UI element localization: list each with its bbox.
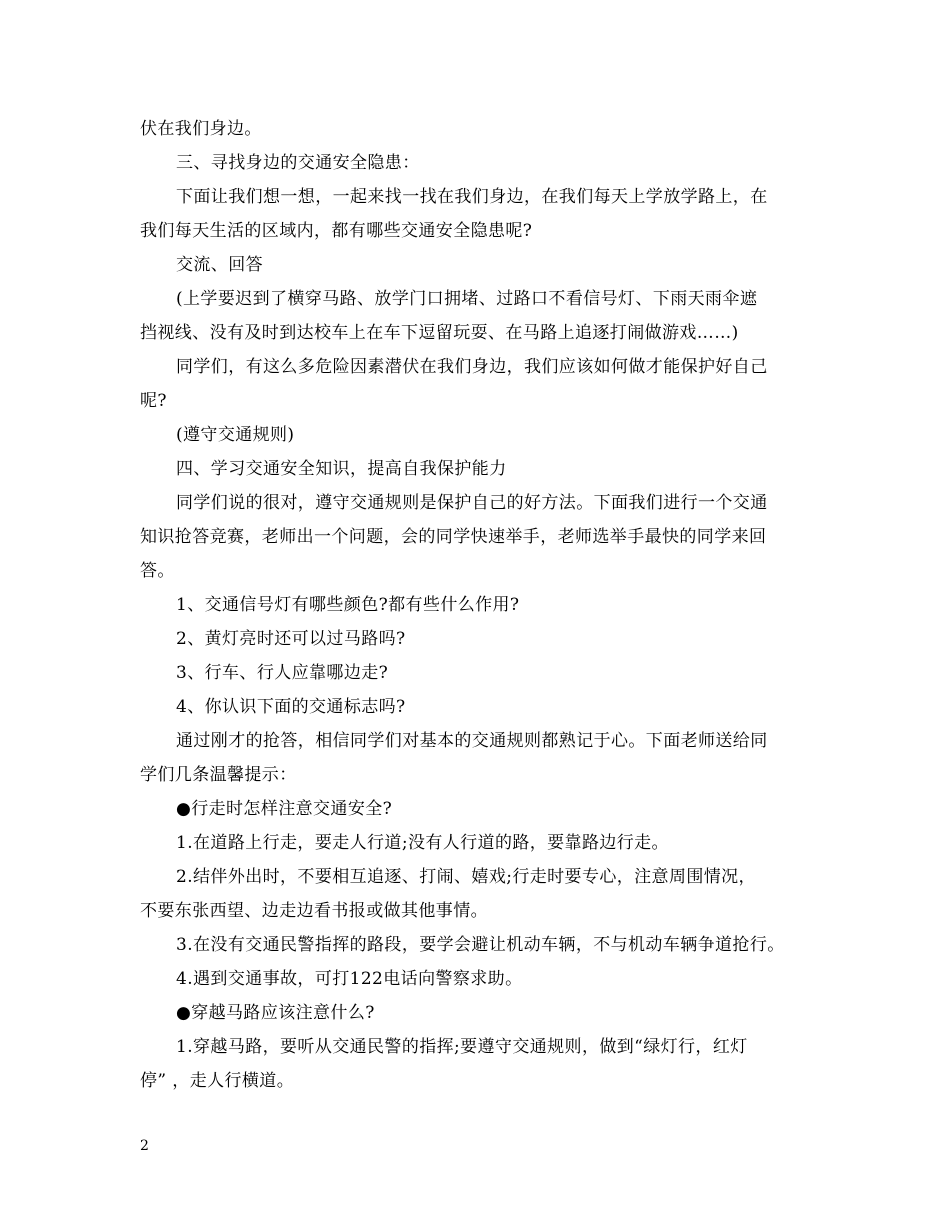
text-line: 挡视线、没有及时到达校车上在车下逗留玩耍、在马路上追逐打闹做游戏……) — [140, 323, 739, 343]
section-heading-3: 三、寻找身边的交通安全隐患： — [176, 153, 420, 173]
page-number: 2 — [140, 1138, 149, 1154]
tip-item: 4.遇到交通事故，可打122电话向警察求助。 — [176, 969, 523, 989]
text-line: 交流、回答 — [176, 255, 263, 275]
text-line: 不要东张西望、边走边看书报或做其他事情。 — [140, 901, 488, 921]
tip-item: 1.在道路上行走，要走人行道;没有人行道的路，要靠路边行走。 — [176, 833, 669, 853]
text-line: (遵守交通规则) — [176, 425, 295, 445]
text-line: 呢? — [140, 391, 167, 411]
text-line: (上学要迟到了横穿马路、放学门口拥堵、过路口不看信号灯、下雨天雨伞遮 — [176, 289, 758, 309]
tip-item: 2.结伴外出时，不要相互追逐、打闹、嬉戏;行走时要专心，注意周围情况， — [176, 867, 756, 887]
text-line: 下面让我们想一想，一起来找一找在我们身边，在我们每天上学放学路上，在 — [176, 187, 768, 207]
tip-item: 1.穿越马路，要听从交通民警的指挥;要遵守交通规则，做到“绿灯行，红灯 — [176, 1037, 748, 1057]
bullet-heading: ●行走时怎样注意交通安全? — [176, 799, 393, 819]
text-line: 答。 — [140, 561, 175, 581]
text-line: 伏在我们身边。 — [140, 119, 262, 139]
text-line: 同学们说的很对，遵守交通规则是保护自己的好方法。下面我们进行一个交通 — [176, 493, 768, 513]
question-item: 2、黄灯亮时还可以过马路吗? — [176, 629, 406, 649]
tip-item: 3.在没有交通民警指挥的路段，要学会避让机动车辆，不与机动车辆争道抢行。 — [176, 935, 785, 955]
question-item: 4、你认识下面的交通标志吗? — [176, 697, 406, 717]
text-line: 我们每天生活的区域内，都有哪些交通安全隐患呢? — [140, 221, 533, 241]
question-item: 1、交通信号灯有哪些颜色?都有些什么作用? — [176, 595, 520, 615]
bullet-heading: ●穿越马路应该注意什么? — [176, 1003, 375, 1023]
question-item: 3、行车、行人应靠哪边走? — [176, 663, 389, 683]
section-heading-4: 四、学习交通安全知识，提高自我保护能力 — [176, 459, 507, 479]
text-line: 学们几条温馨提示： — [140, 765, 297, 785]
text-line: 同学们，有这么多危险因素潜伏在我们身边，我们应该如何做才能保护好自己 — [176, 357, 768, 377]
text-line: 停” ，走人行横道。 — [140, 1071, 295, 1091]
text-line: 知识抢答竞赛，老师出一个问题，会的同学快速举手，老师选举手最快的同学来回 — [140, 527, 767, 547]
text-line: 通过刚才的抢答，相信同学们对基本的交通规则都熟记于心。下面老师送给同 — [176, 731, 768, 751]
